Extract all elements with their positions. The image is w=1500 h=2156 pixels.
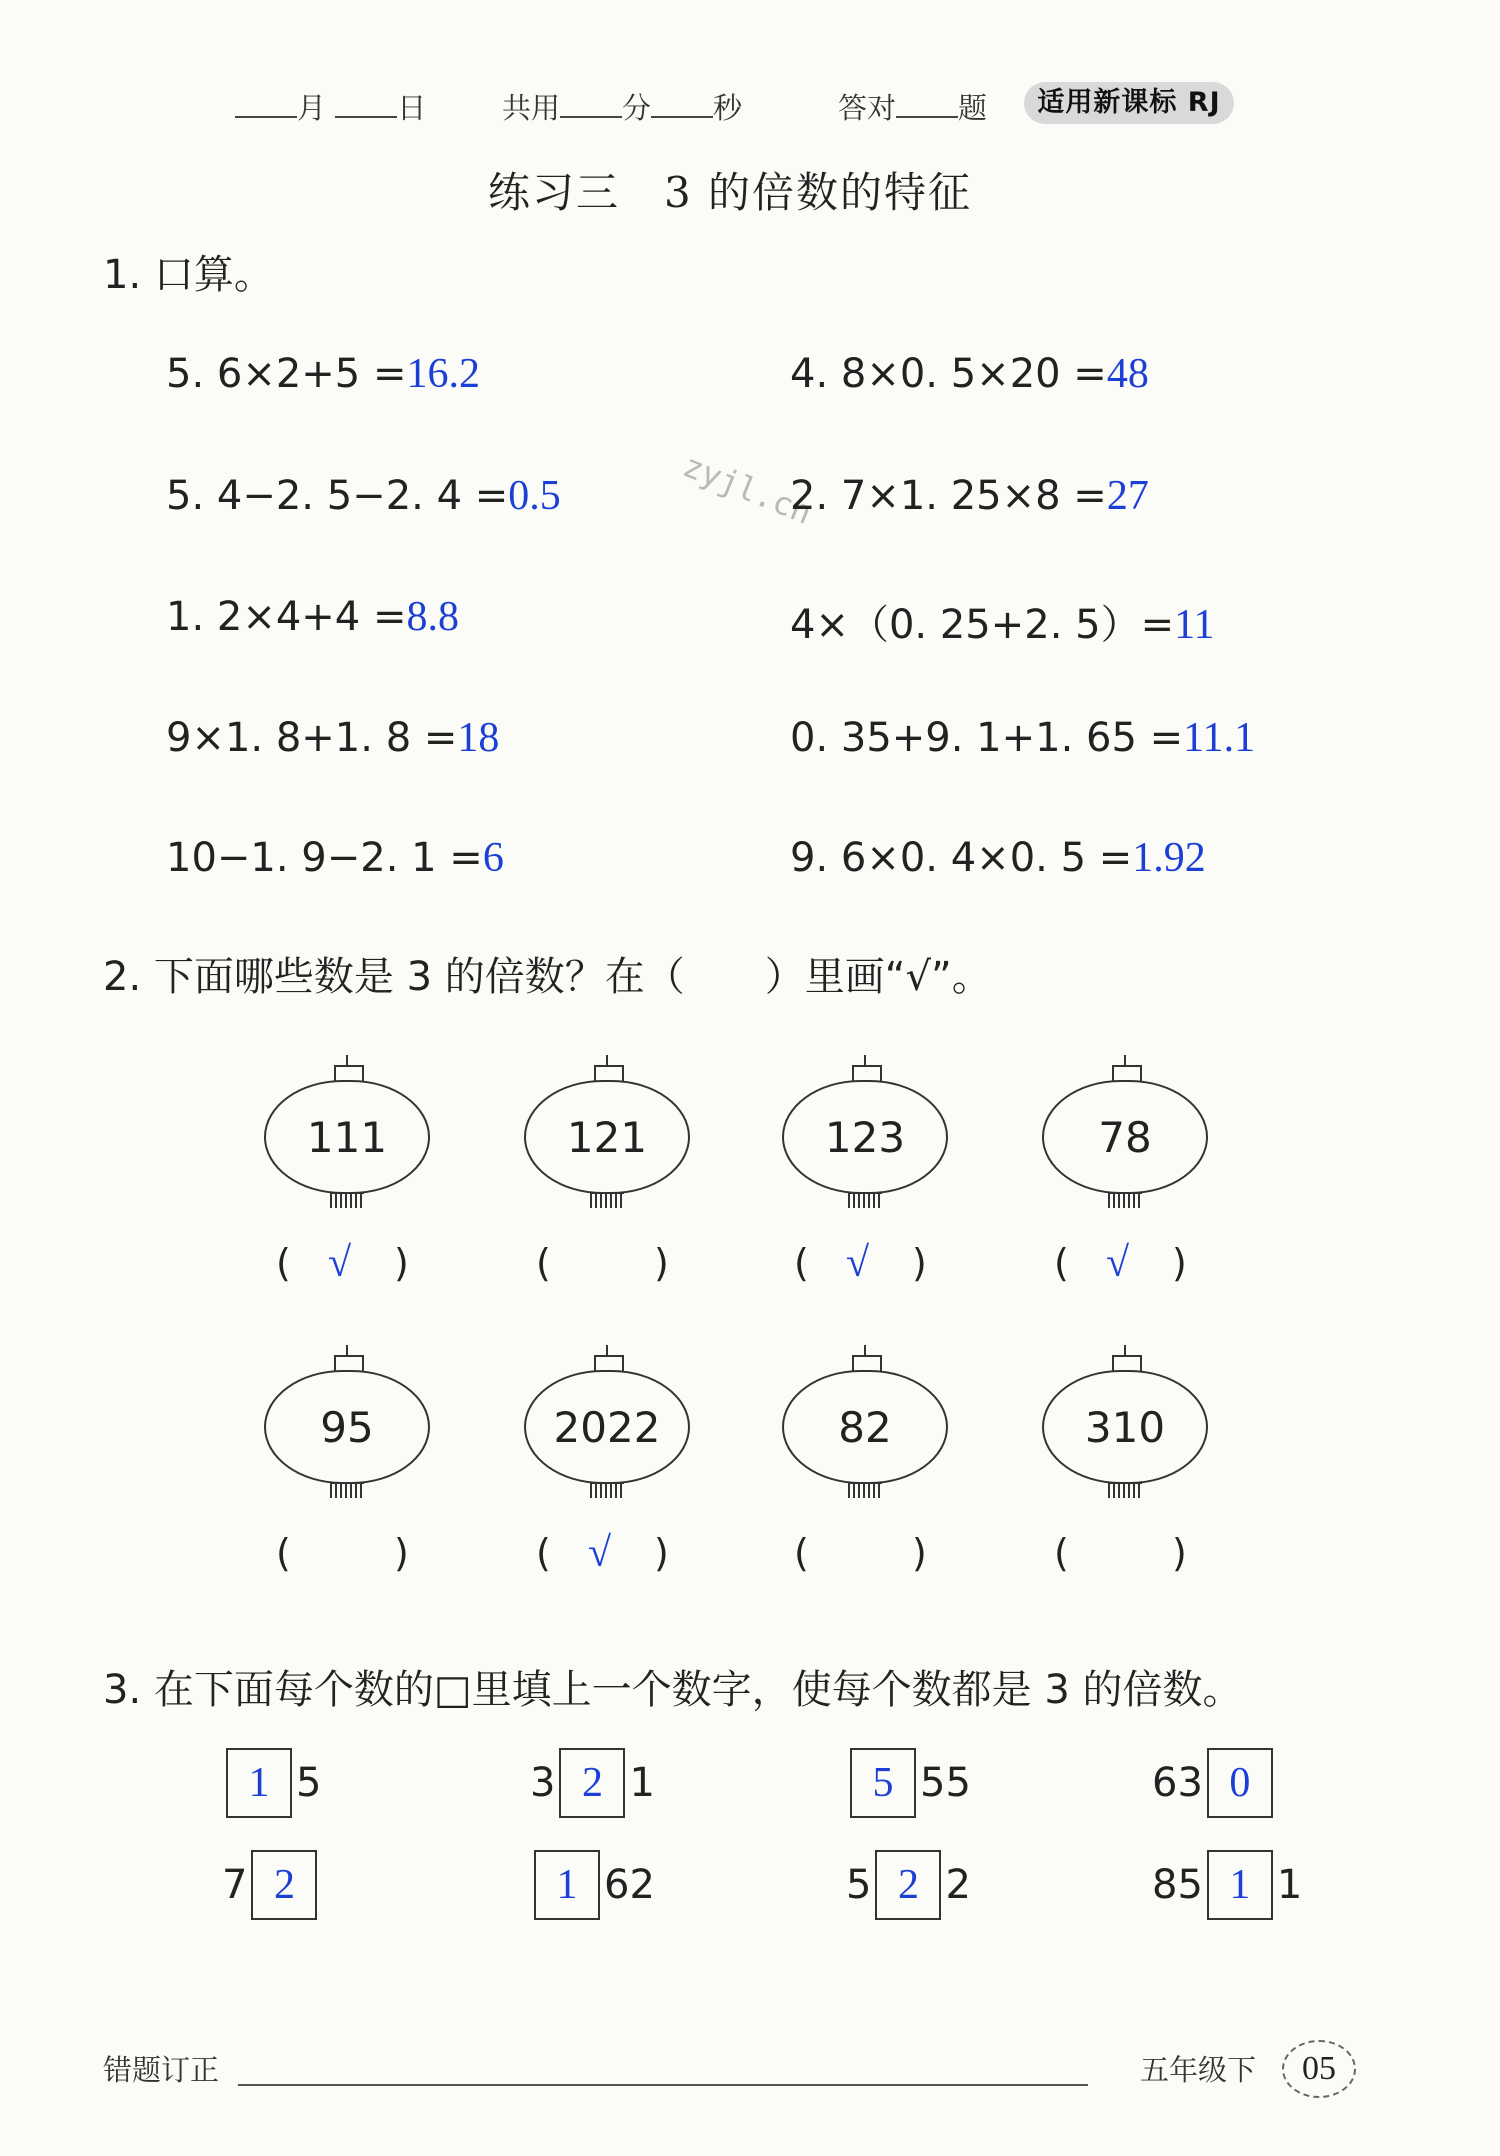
calc-answer: 48: [1106, 351, 1149, 397]
check-mark: √: [328, 1240, 352, 1286]
calc-item: [790, 834, 1206, 882]
calc-expression: 1. 2×4+4 =: [166, 594, 407, 640]
calc-answer: 1.92: [1132, 835, 1206, 881]
lantern-tassel: [330, 1482, 364, 1498]
calc-item: [166, 714, 499, 762]
q3-title: 3. 在下面每个数的□里填上一个数字，使每个数都是 3 的倍数。: [103, 1667, 1243, 1713]
date-field: [235, 86, 426, 127]
calc-answer: 0.5: [508, 473, 561, 519]
lantern-number: 82: [782, 1370, 948, 1484]
digits-before: 5: [846, 1862, 872, 1908]
answer-parentheses[interactable]: [1054, 1531, 1194, 1581]
calc-answer: 27: [1106, 473, 1149, 519]
answer-parentheses[interactable]: [1054, 1241, 1194, 1291]
lantern-tassel: [848, 1192, 882, 1208]
calc-expression: 9×1. 8+1. 8 =: [166, 715, 458, 761]
score-field: [838, 86, 987, 127]
fill-box[interactable]: 1: [226, 1748, 292, 1818]
calc-item: [790, 350, 1149, 398]
calc-item: [166, 472, 561, 520]
calc-item: [166, 593, 459, 641]
calc-expression: 2. 7×1. 25×8 =: [790, 473, 1107, 519]
correct-blank[interactable]: [896, 94, 958, 118]
day-label: 日: [397, 91, 427, 125]
paren-right: ): [654, 1241, 669, 1285]
calc-item: [790, 472, 1149, 520]
lantern: [1042, 1345, 1208, 1505]
answer-parentheses[interactable]: [536, 1241, 676, 1291]
calc-answer: 6: [482, 835, 504, 881]
minutes-label: 分: [622, 91, 652, 125]
calc-answer: 8.8: [406, 594, 459, 640]
calc-answer: 16.2: [406, 351, 480, 397]
paren-left: (: [536, 1531, 551, 1575]
number-with-box: [846, 1850, 971, 1920]
day-blank[interactable]: [335, 94, 397, 118]
calc-answer: 11.1: [1183, 715, 1256, 761]
lantern-number: 310: [1042, 1370, 1208, 1484]
seconds-label: 秒: [713, 91, 743, 125]
paren-right: ): [654, 1531, 669, 1575]
lantern-number: 2022: [524, 1370, 690, 1484]
lantern-tassel: [330, 1192, 364, 1208]
answer-parentheses[interactable]: [276, 1241, 416, 1291]
lantern-tassel: [1108, 1482, 1142, 1498]
lantern-tassel: [1108, 1192, 1142, 1208]
paren-left: (: [794, 1531, 809, 1575]
fill-box[interactable]: 5: [850, 1748, 916, 1818]
paren-right: ): [394, 1531, 409, 1575]
lantern-tassel: [590, 1192, 624, 1208]
lantern: [264, 1055, 430, 1215]
grade-label: 五年级下: [1140, 2053, 1257, 2087]
lantern-tassel: [848, 1482, 882, 1498]
lantern: [1042, 1055, 1208, 1215]
digits-after: 2: [945, 1862, 971, 1908]
watermark: zyjl.cn: [677, 446, 818, 532]
fill-box[interactable]: 1: [534, 1850, 600, 1920]
fill-box[interactable]: 0: [1207, 1748, 1273, 1818]
lantern-tassel: [590, 1482, 624, 1498]
time-field: [502, 86, 742, 127]
calc-expression: 4. 8×0. 5×20 =: [790, 351, 1107, 397]
answer-parentheses[interactable]: [276, 1531, 416, 1581]
calc-expression: 5. 4−2. 5−2. 4 =: [166, 473, 509, 519]
lantern-number: 123: [782, 1080, 948, 1194]
fill-box[interactable]: 2: [875, 1850, 941, 1920]
calc-item: [790, 593, 1215, 650]
answer-parentheses[interactable]: [794, 1241, 934, 1291]
lantern: [782, 1345, 948, 1505]
calc-answer: 11: [1174, 602, 1215, 648]
digits-after: 1: [1276, 1862, 1303, 1908]
number-with-box: [530, 1748, 655, 1818]
check-mark: √: [1106, 1240, 1130, 1286]
month-label: 月: [297, 91, 327, 125]
calc-expression: 9. 6×0. 4×0. 5 =: [790, 835, 1133, 881]
digits-before: 7: [222, 1862, 248, 1908]
total-time-label: 共用: [502, 91, 561, 125]
digits-before: 85: [1152, 1862, 1203, 1908]
lantern: [264, 1345, 430, 1505]
q1-title: 1. 口算。: [103, 252, 274, 298]
calc-item: [166, 834, 504, 882]
answer-parentheses[interactable]: [536, 1531, 676, 1581]
q2-title: 2. 下面哪些数是 3 的倍数？在（ ）里画“√”。: [103, 954, 992, 1000]
paren-left: (: [1054, 1241, 1069, 1285]
correction-line[interactable]: [238, 2084, 1088, 2086]
curriculum-badge: 适用新课标 RJ: [1024, 82, 1234, 124]
answer-parentheses[interactable]: [794, 1531, 934, 1581]
fill-box[interactable]: 2: [251, 1850, 317, 1920]
lantern: [782, 1055, 948, 1215]
paren-left: (: [276, 1241, 291, 1285]
month-blank[interactable]: [235, 94, 297, 118]
paren-left: (: [794, 1241, 809, 1285]
lantern-number: 111: [264, 1080, 430, 1194]
calc-expression: 0. 35+9. 1+1. 65 =: [790, 715, 1184, 761]
lantern-number: 95: [264, 1370, 430, 1484]
paren-right: ): [912, 1241, 927, 1285]
check-mark: √: [846, 1240, 870, 1286]
correct-label: 答对: [838, 91, 897, 125]
questions-label: 题: [958, 91, 988, 125]
paren-left: (: [536, 1241, 551, 1285]
number-with-box: [222, 1748, 321, 1818]
paren-right: ): [1172, 1241, 1187, 1285]
fill-box[interactable]: 1: [1207, 1850, 1273, 1920]
correction-label: 错题订正: [103, 2053, 220, 2087]
lantern-number: 78: [1042, 1080, 1208, 1194]
number-with-box: [530, 1850, 655, 1920]
seconds-blank[interactable]: [651, 94, 713, 118]
number-with-box: [846, 1748, 971, 1818]
paren-right: ): [394, 1241, 409, 1285]
number-with-box: [222, 1850, 321, 1920]
calc-item: [790, 714, 1255, 762]
paren-left: (: [1054, 1531, 1069, 1575]
calc-expression: 10−1. 9−2. 1 =: [166, 835, 483, 881]
digits-after: 62: [604, 1862, 655, 1908]
lantern: [524, 1345, 690, 1505]
number-with-box: [1152, 1850, 1302, 1920]
calc-item: [166, 350, 480, 398]
digits-after: 55: [920, 1760, 971, 1806]
digits-before: 63: [1152, 1760, 1203, 1806]
digits-after: 5: [296, 1760, 322, 1806]
calc-expression: 4×（0. 25+2. 5）=: [790, 602, 1175, 648]
digits-after: 1: [629, 1760, 655, 1806]
lantern-number: 121: [524, 1080, 690, 1194]
check-mark: √: [588, 1530, 612, 1576]
fill-box[interactable]: 2: [559, 1748, 625, 1818]
digits-before: 3: [530, 1760, 556, 1806]
paren-right: ): [1172, 1531, 1187, 1575]
paren-right: ): [912, 1531, 927, 1575]
minutes-blank[interactable]: [560, 94, 622, 118]
lantern: [524, 1055, 690, 1215]
calc-answer: 18: [457, 715, 500, 761]
calc-expression: 5. 6×2+5 =: [166, 351, 407, 397]
paren-left: (: [276, 1531, 291, 1575]
number-with-box: [1152, 1748, 1277, 1818]
page-title: 练习三 3 的倍数的特征: [487, 168, 973, 217]
page-number: 05: [1282, 2040, 1356, 2098]
